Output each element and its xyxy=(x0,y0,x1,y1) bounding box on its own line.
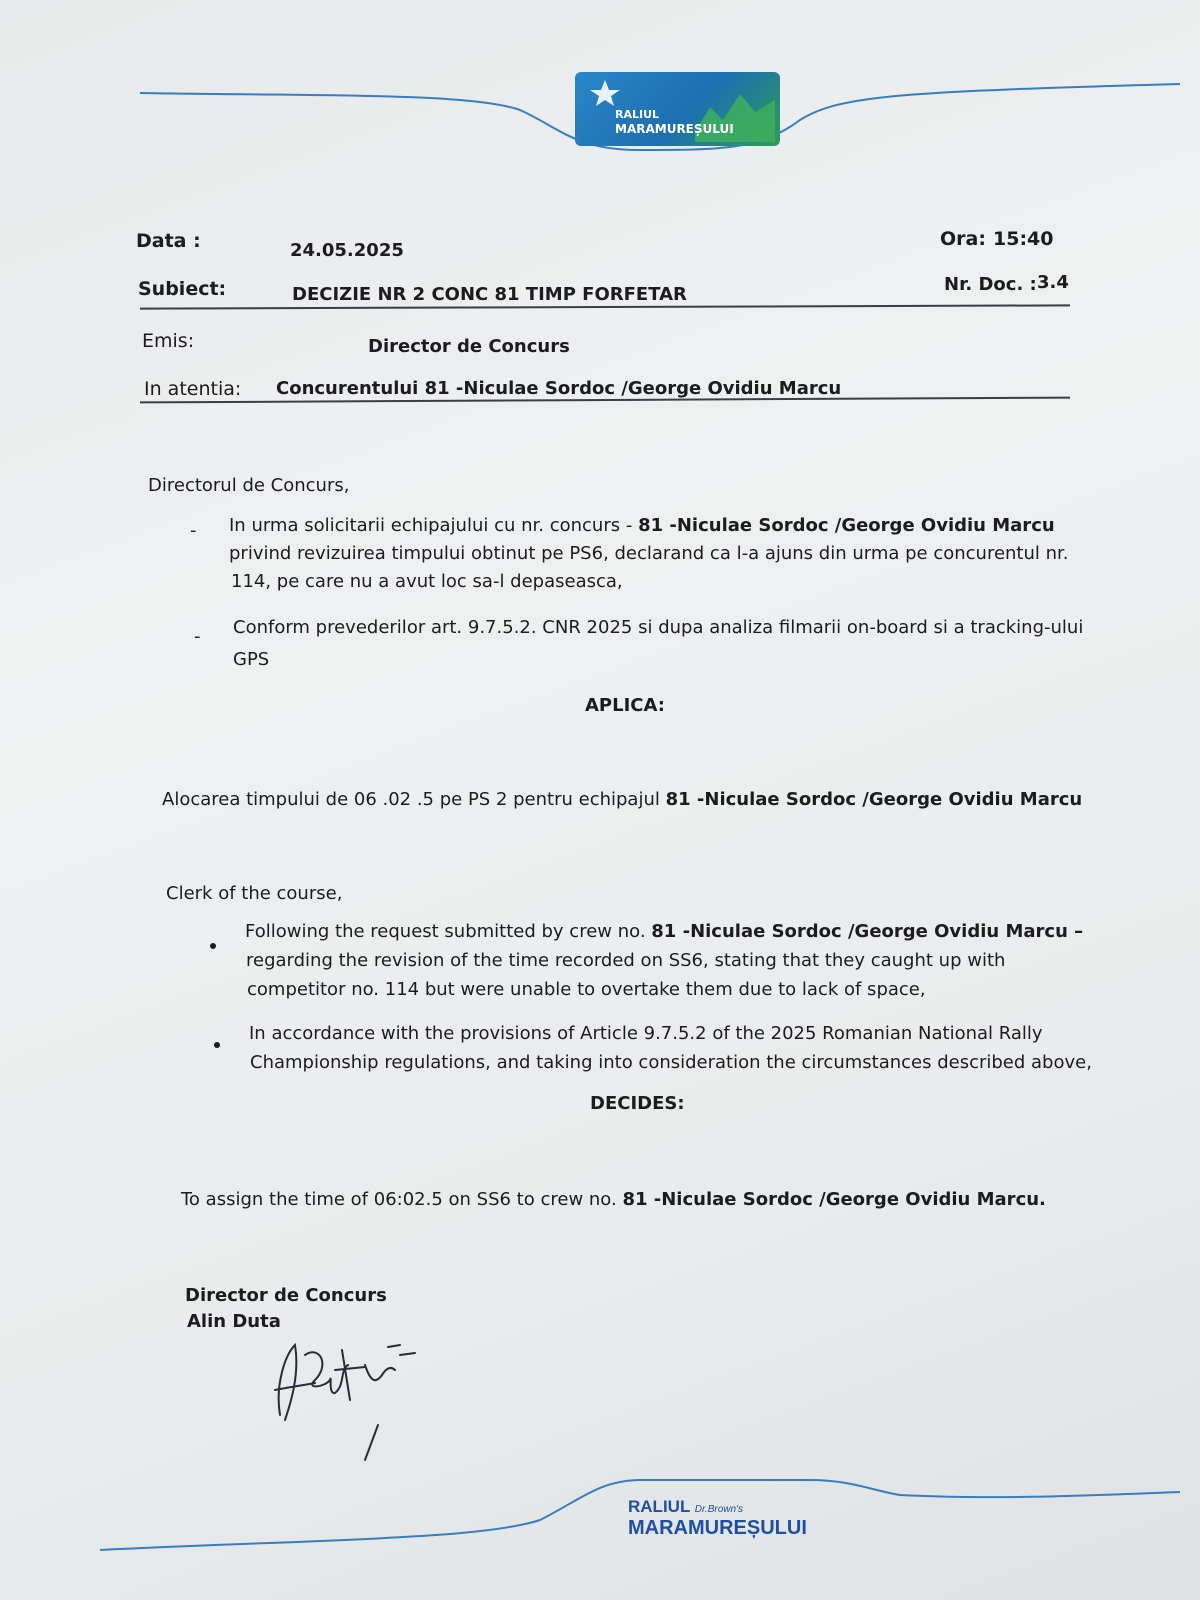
ro-decision-crew: 81 -Niculae Sordoc /George Ovidiu Marcu xyxy=(665,789,1083,810)
en-bullet-1-line-1 xyxy=(245,918,1083,945)
en-decision xyxy=(181,1186,1046,1213)
emis-label: Emis: xyxy=(142,330,195,352)
ro-decision-text: Alocarea timpului de 06 .02 .5 pe PS 2 pentru echipajul xyxy=(162,789,666,810)
ro-decision xyxy=(162,786,1082,813)
ro-bullet-dash-1: - xyxy=(190,520,197,541)
ro-bullet-1-line-3: 114, pe care nu a avut loc sa-l depaseasca, xyxy=(231,571,623,592)
rally-logo xyxy=(575,72,780,146)
footer-rally-logo xyxy=(628,1497,807,1540)
atentia-label: In atentia: xyxy=(144,378,242,400)
logo-line-1: RALIUL xyxy=(615,108,660,121)
data-label: Data : xyxy=(136,230,201,252)
data-value: 24.05.2025 xyxy=(290,240,404,261)
en-bullet-2-line-1: In accordance with the provisions of Article 9.7.5.2 of the 2025 Romanian National Rally xyxy=(249,1023,1043,1044)
ro-bullet-1-line-1 xyxy=(229,512,1055,539)
ro-bullet-2-line-2: GPS xyxy=(233,649,270,670)
subiect-label: Subiect: xyxy=(138,278,227,300)
signature-title: Director de Concurs xyxy=(185,1285,387,1306)
ro-b1-crew: 81 -Niculae Sordoc /George Ovidiu Marcu xyxy=(638,515,1055,536)
nrdoc-value: 3.4 xyxy=(1037,272,1069,293)
en-b1-pre: Following the request submitted by crew no. xyxy=(245,921,652,942)
en-bullet-dot-1 xyxy=(210,943,216,949)
footer-logo-line-1: RALIUL xyxy=(628,1497,691,1516)
star-emblem-icon xyxy=(585,78,625,108)
en-decision-crew: 81 -Niculae Sordoc /George Ovidiu Marcu. xyxy=(622,1189,1046,1210)
en-bullet-1-line-3: competitor no. 114 but were unable to overtake them due to lack of space, xyxy=(247,979,926,1000)
en-bullet-dot-2 xyxy=(214,1042,220,1048)
en-bullet-2-line-2: Championship regulations, and taking into consideration the circumstances described above, xyxy=(250,1052,1092,1073)
nrdoc-label: Nr. Doc. : xyxy=(944,274,1037,295)
ora-label: Ora: xyxy=(940,228,986,250)
en-decides-heading: DECIDES: xyxy=(590,1093,685,1114)
ro-aplica-heading: APLICA: xyxy=(585,695,665,716)
en-b1-crew: 81 -Niculae Sordoc /George Ovidiu Marcu – xyxy=(651,921,1084,942)
footer-wave-decoration xyxy=(0,1440,1200,1600)
en-salutation: Clerk of the course, xyxy=(166,883,343,904)
subiect-value: DECIZIE NR 2 CONC 81 TIMP FORFETAR xyxy=(292,284,687,305)
ro-salutation: Directorul de Concurs, xyxy=(148,475,350,496)
ora-value: 15:40 xyxy=(993,228,1054,250)
footer-logo-line-2: MARAMUREȘULUI xyxy=(628,1517,807,1539)
en-bullet-1-line-2: regarding the revision of the time recorded on SS6, stating that they caught up with xyxy=(246,950,1006,971)
ro-bullet-1-line-2: privind revizuirea timpului obtinut pe PS6, declarand ca l-a ajuns din urma pe concurentul nr. xyxy=(229,543,1069,564)
emis-value: Director de Concurs xyxy=(368,336,570,357)
atentia-value: Concurentului 81 -Niculae Sordoc /George Ovidiu Marcu xyxy=(276,378,842,399)
logo-line-2: MARAMUREȘULUI xyxy=(615,122,734,136)
ro-bullet-2-line-1: Conform prevederilor art. 9.7.5.2. CNR 2025 si dupa analiza filmarii on-board si a tracking-ului xyxy=(233,617,1084,638)
ro-b1-pre: In urma solicitarii echipajului cu nr. concurs - xyxy=(229,515,639,536)
divider-top xyxy=(140,304,1070,309)
ro-bullet-dash-2: - xyxy=(194,626,201,647)
footer-logo-sponsor: Dr.Brown's xyxy=(694,1504,743,1515)
en-decision-text: To assign the time of 06:02.5 on SS6 to crew no. xyxy=(181,1189,623,1210)
signature-name: Alin Duta xyxy=(187,1311,281,1332)
